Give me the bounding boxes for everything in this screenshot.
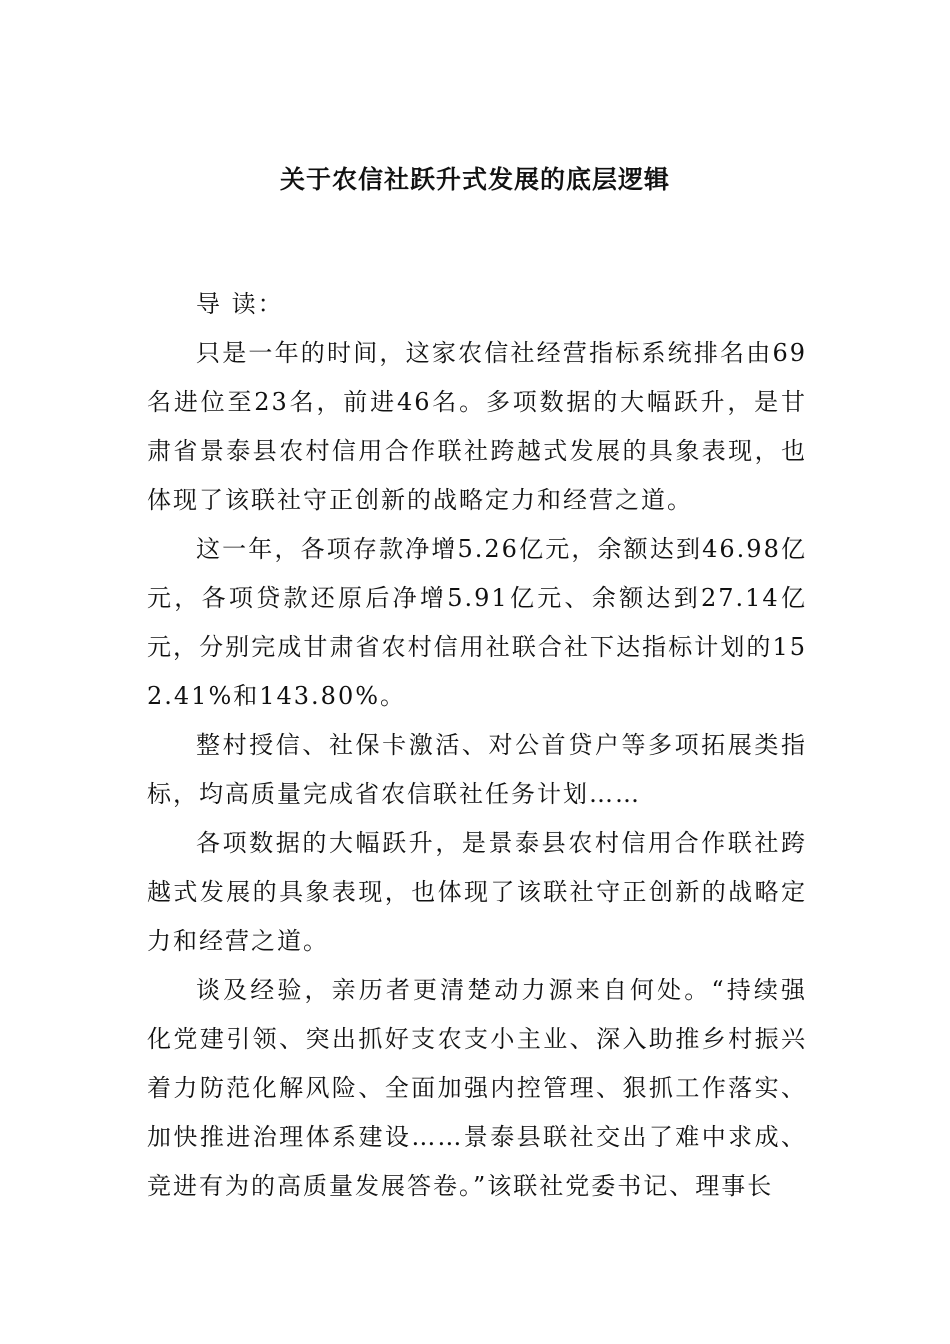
document-body [147,280,807,1211]
paragraph-expansion-indicators: 整村授信、社保卡激活、对公首贷户等多项拓展类指标，均高质量完成省农信联社任务计划…… [147,731,807,808]
paragraph-experience: 谈及经验，亲历者更清楚动力源来自何处。“持续强化党建引领、突出抓好支农支小主业、深入助推乡村振兴着力防范化解风险、全面加强内控管理、狠抓工作落实、加快推进治理体系建设……景泰县联社交出了难中求成、竞进有为的高质量发展答卷。”该联社党委书记、理事长 [147,976,807,1200]
paragraph-summary: 各项数据的大幅跃升，是景泰县农村信用合作联社跨越式发展的具象表现，也体现了该联社守正创新的战略定力和经营之道。 [147,829,807,955]
intro-label: 导 读： [196,290,284,318]
paragraph-deposits-loans: 这一年，各项存款净增5.26亿元，余额达到46.98亿元，各项贷款还原后净增5.91亿元、余额达到27.14亿元，分别完成甘肃省农村信用社联合社下达指标计划的152.41%和143.80%。 [147,535,807,710]
paragraph-ranking: 只是一年的时间，这家农信社经营指标系统排名由69名进位至23名，前进46名。多项数据的大幅跃升，是甘肃省景泰县农村信用合作联社跨越式发展的具象表现，也体现了该联社守正创新的战略定力和经营之道。 [147,339,807,514]
document-title: 关于农信社跃升式发展的底层逻辑 [279,165,670,194]
